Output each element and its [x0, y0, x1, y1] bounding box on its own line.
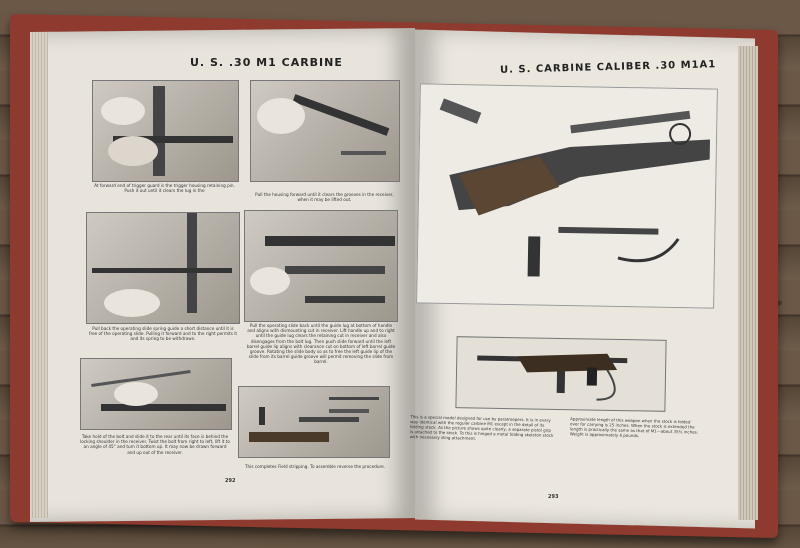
- right-page-edges: [738, 46, 758, 520]
- right-page-number: 293: [548, 494, 559, 500]
- body-text-left: This is a special model designed for use by paratroopers. It is in every way identical with the regular carbine M1 except in the detail of its folding stock. As the picture shows quite clearly, a separate pistol grip is attached to the stock. To this is hinged a metal folding skeleton stock with necessary sling attachment.: [409, 414, 554, 441]
- caption-5: Take hold of the bolt and slide it to the rear until its face is behind the locking shoulder in the receiver. Twist the bolt from right to left, lift it to an angle of 45° and turn it bottom up. It may now be drawn forward and up out of the receiver.: [80, 434, 230, 455]
- photo-trigger-housing-pin: [92, 80, 239, 182]
- caption-4: Pull the operating slide back until the guide lug at bottom of handle and aligns with dismounting cut in receiver. Lift handle up and to right until the guide lug clears the retaining cut in receiver and also disengages from the bolt lug. Then push slide forward until the left barrel guide lip aligns with clearance cut on bottom of left barrel guide groove. Rotating the slide body so as to free the left guide lip of the slide from its barrel guide groove will permit removing the slide from barrel.: [246, 323, 396, 365]
- left-page-title: U. S. .30 M1 CARBINE: [190, 56, 343, 69]
- photo-field-stripped-parts: [238, 386, 390, 458]
- left-page-number: 292: [225, 478, 236, 484]
- photo-operating-slide-back: [244, 210, 398, 322]
- caption-3: Pull back the operating slide spring guide a short distance until it is free of the operating slide. Pulling it forward and to the right permits it and its spring to be withdrawn.: [88, 326, 238, 342]
- photo-m1a1-side-view: [455, 336, 666, 412]
- photo-housing-removal: [250, 80, 400, 182]
- photo-bolt-removal: [80, 358, 232, 430]
- caption-2: Pull the housing forward until it clears the grooves in the receiver, when it may be lifted out.: [255, 192, 394, 203]
- right-page-title: U. S. CARBINE CALIBER .30 M1A1: [499, 59, 717, 76]
- caption-1: At forward end of trigger guard is the trigger housing retaining pin. Push it out until it clears the lug in the: [94, 183, 235, 194]
- photo-operating-slide-spring: [86, 212, 240, 324]
- left-page-edges: [30, 32, 48, 518]
- exploded-view-diagram: [416, 83, 718, 308]
- caption-6: This completes Field stripping. To assemble reverse the procedure.: [244, 464, 386, 469]
- body-text-right: Approximate length of this weapon when the stock is folded over for carrying is 25 inches. When the stock is extended the length is practically the same as that of M1—about 35½ inches. Weight is approximately 6 pounds.: [569, 416, 699, 439]
